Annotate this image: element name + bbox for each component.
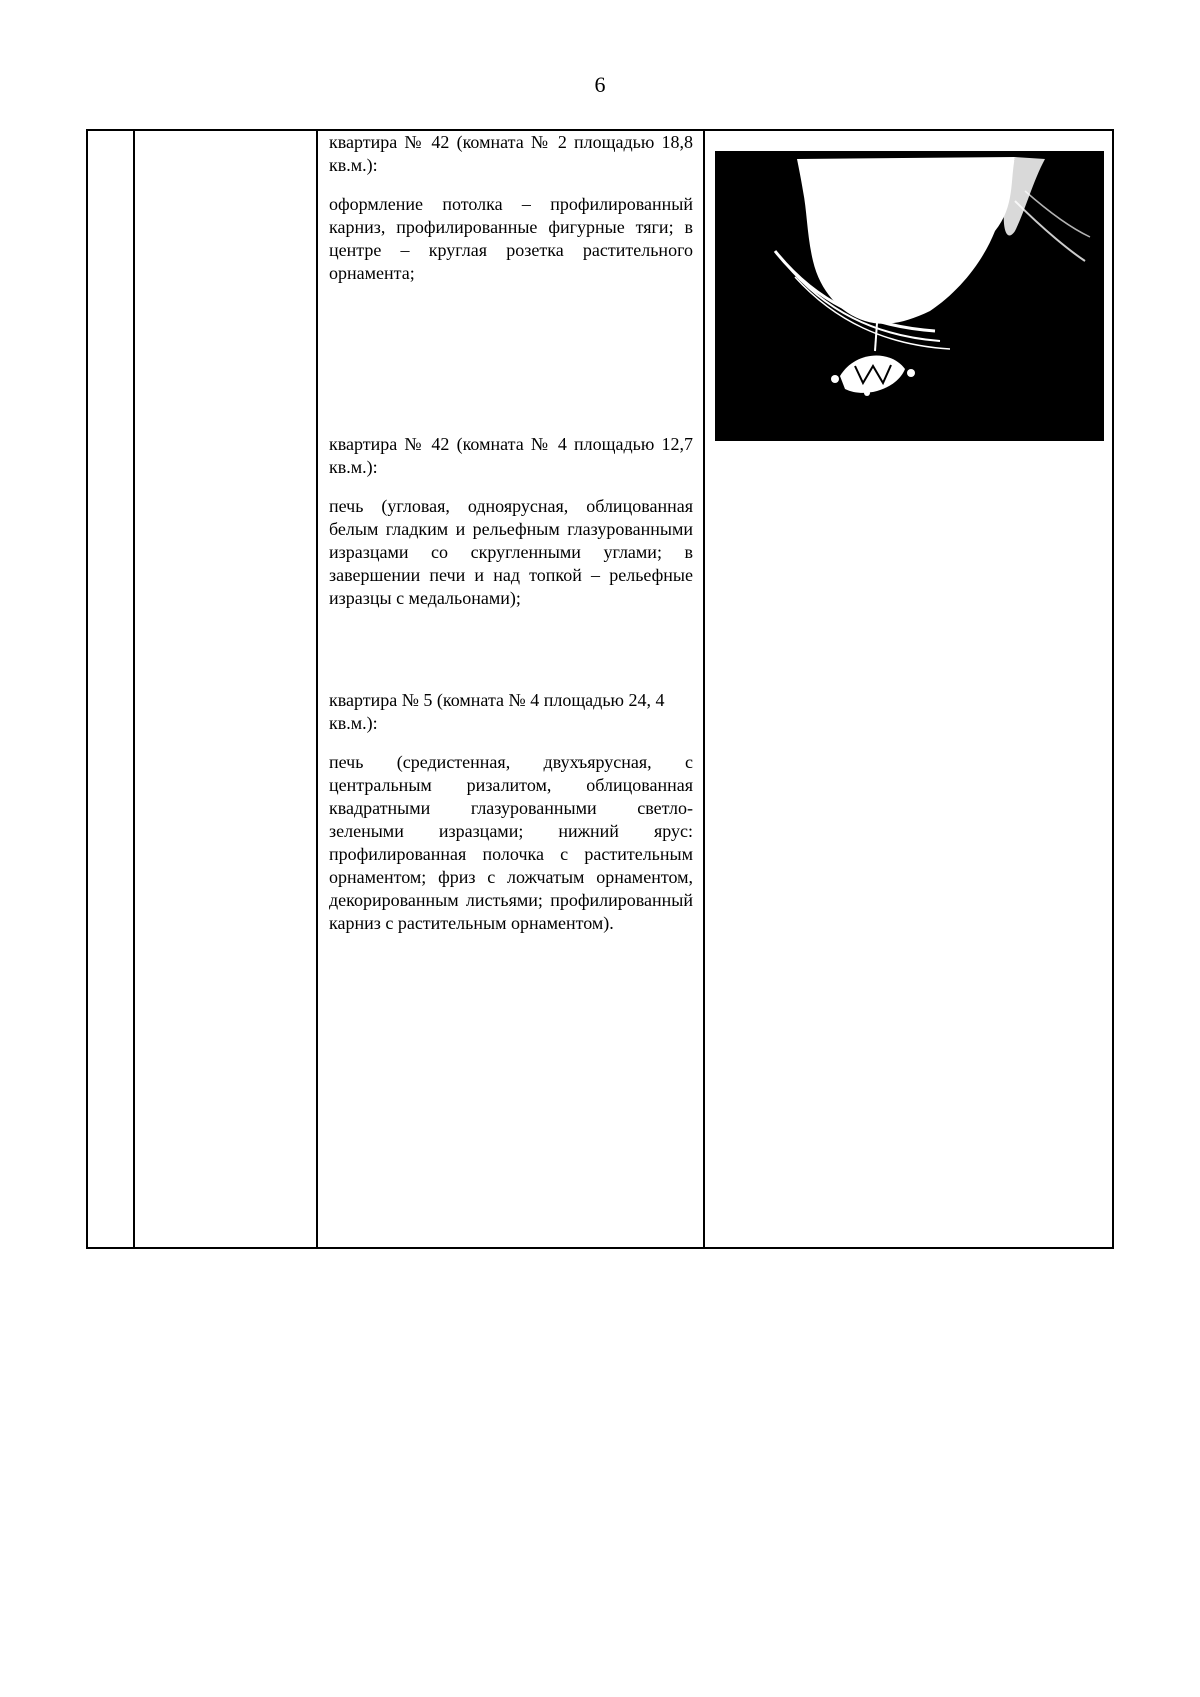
- entry-description: печь (средистенная, двухъярусная, с центральным ризалитом, облицованная квадратными глазурованными светло-зелеными изразцами; нижний ярус: профилированная полочка с растительным орнаментом; фриз с ложчатым орнаментом, декорированным листьями; профилированный карниз с растительным орнаментом).: [329, 752, 693, 933]
- column-divider-2: [316, 131, 318, 1247]
- entry-description: печь (угловая, одноярусная, облицованная белым гладким и рельефным глазурованными изразцами со скругленными углами; в завершении печи и над топкой – рельефные изразцы с медальонами);: [329, 496, 693, 608]
- column-divider-1: [133, 131, 135, 1247]
- ceiling-rosette-photo: [715, 151, 1104, 441]
- entry-heading: квартира № 42 (комната № 4 площадью 12,7 кв.м.):: [329, 434, 693, 477]
- column-divider-3: [703, 131, 705, 1247]
- entry-heading: квартира № 42 (комната № 2 площадью 18,8 кв.м.):: [329, 132, 693, 175]
- page-number: 6: [594, 72, 606, 97]
- entry-heading: квартира № 5 (комната № 4 площадью 24, 4 кв.м.):: [329, 690, 665, 733]
- entry-apartment-42-room-2: [329, 131, 693, 285]
- entry-apartment-42-room-4: [329, 433, 693, 610]
- object-table: [86, 129, 1114, 1249]
- entry-apartment-5-room-4: [329, 689, 693, 935]
- entry-description: оформление потолка – профилированный карниз, профилированные фигурные тяги; в центре – круглая розетка растительного орнамента;: [329, 194, 693, 283]
- ceiling-rosette-photo-icon: [715, 151, 1104, 441]
